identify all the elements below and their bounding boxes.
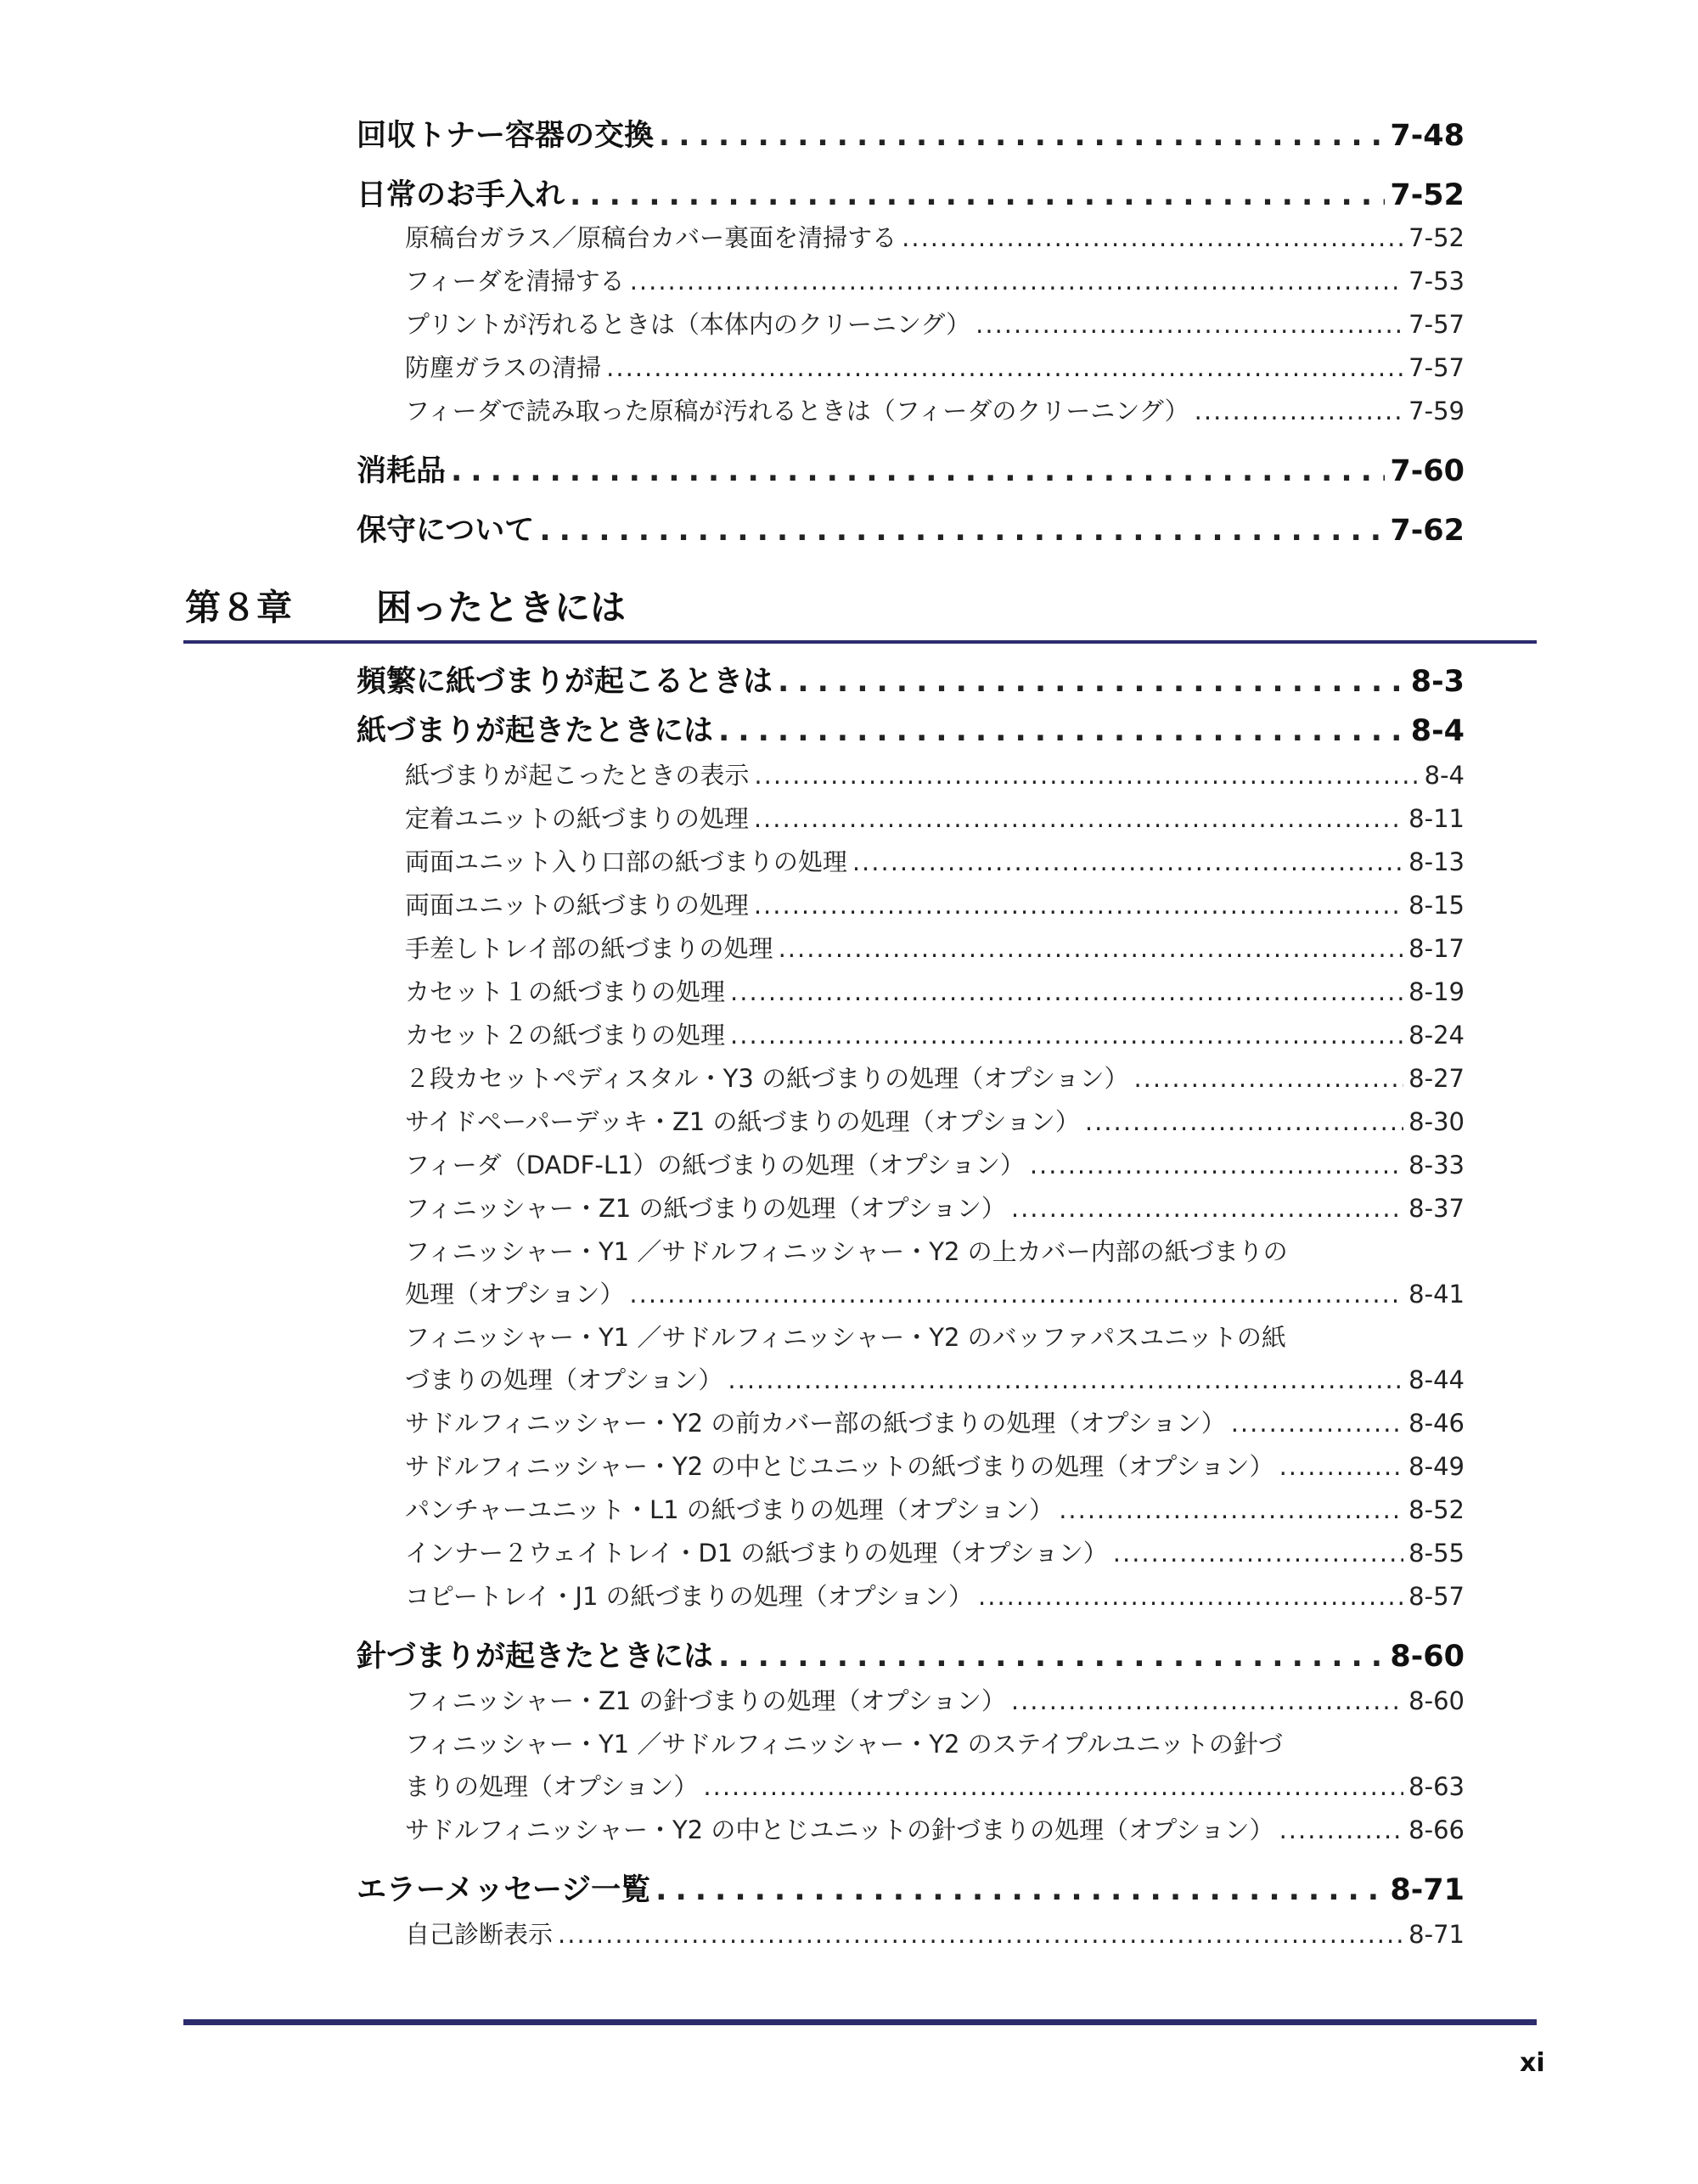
toc-subsection-entry[interactable]: [405, 349, 1465, 385]
entry-title: 原稿台ガラス／原稿台カバー裏面を清掃する: [405, 223, 897, 252]
entry-page-number: 8-49: [1408, 1452, 1465, 1481]
entry-page-number: 8-19: [1408, 977, 1465, 1006]
toc-section-entry[interactable]: [357, 707, 1465, 750]
dot-leader: [976, 310, 1403, 339]
entry-title: パンチャーユニット・L1 の紙づまりの処理（オプション）: [405, 1495, 1054, 1524]
toc-subsection-entry[interactable]: [405, 757, 1465, 792]
entry-title: 両面ユニット入り口部の紙づまりの処理: [405, 847, 847, 876]
toc-subsection-entry[interactable]: [405, 1578, 1465, 1613]
toc-section-entry[interactable]: [357, 1866, 1465, 1909]
entry-page-number: 8-13: [1408, 847, 1465, 876]
dot-leader: [629, 1280, 1403, 1309]
toc-section-entry[interactable]: [357, 658, 1465, 701]
entry-page-number: 8-60: [1390, 1640, 1465, 1674]
dot-leader: [1113, 1539, 1403, 1568]
entry-page-number: 8-71: [1408, 1920, 1465, 1949]
entry-page-number: 8-57: [1408, 1582, 1465, 1611]
dot-leader: [630, 267, 1403, 296]
entry-page-number: 7-59: [1408, 397, 1465, 425]
footer-divider: [183, 2019, 1537, 2025]
entry-page-number: 8-71: [1390, 1873, 1465, 1907]
toc-subsection-entry[interactable]: [405, 392, 1465, 428]
entry-title: フィニッシャー・Z1 の紙づまりの処理（オプション）: [405, 1194, 1006, 1223]
dot-leader: [558, 1920, 1403, 1949]
toc-section-entry[interactable]: [357, 447, 1465, 490]
page-number: xi: [1520, 2048, 1545, 2078]
dot-leader: [978, 1582, 1403, 1611]
toc-subsection-entry[interactable]: [405, 1491, 1465, 1527]
entry-page-number: 7-62: [1390, 514, 1465, 548]
dot-leader: [754, 804, 1403, 833]
dot-leader: [718, 1640, 1385, 1674]
dot-leader: [451, 454, 1385, 488]
entry-title: 手差しトレイ部の紙づまりの処理: [405, 934, 773, 963]
toc-subsection-entry[interactable]: [405, 800, 1465, 836]
entry-page-number: 8-4: [1424, 761, 1465, 790]
dot-leader: [902, 223, 1403, 252]
dot-leader: [1011, 1194, 1403, 1223]
toc-section-entry[interactable]: [357, 1633, 1465, 1675]
entry-page-number: 8-30: [1408, 1107, 1465, 1136]
toc-subsection-entry[interactable]: [405, 843, 1465, 879]
dot-leader: [728, 1365, 1403, 1394]
toc-section-entry[interactable]: [357, 507, 1465, 549]
entry-page-number: 8-44: [1408, 1365, 1465, 1394]
chapter-title: 困ったときには: [376, 587, 627, 628]
entry-page-number: 8-17: [1408, 934, 1465, 963]
entry-title: フィーダ（DADF-L1）の紙づまりの処理（オプション）: [405, 1151, 1025, 1179]
toc-subsection-entry[interactable]: [405, 1060, 1465, 1095]
entry-title-line: フィニッシャー・Y1 ／サドルフィニッシャー・Y2 のステイプルユニットの針づ: [405, 1730, 1283, 1759]
toc-subsection-entry[interactable]: [405, 1190, 1465, 1225]
dot-leader: [730, 1021, 1403, 1050]
entry-title: サイドペーパーデッキ・Z1 の紙づまりの処理（オプション）: [405, 1107, 1080, 1136]
chapter-number: 第８章: [185, 587, 293, 628]
entry-title-line: フィニッシャー・Y1 ／サドルフィニッシャー・Y2 のバッファパスユニットの紙: [405, 1323, 1286, 1352]
toc-subsection-entry[interactable]: [405, 973, 1465, 1009]
toc-subsection-entry[interactable]: [405, 306, 1465, 341]
entry-page-number: 8-4: [1410, 714, 1465, 748]
entry-title: インナー２ウェイトレイ・D1 の紙づまりの処理（オプション）: [405, 1539, 1108, 1568]
entry-title: サドルフィニッシャー・Y2 の中とじユニットの紙づまりの処理（オプション）: [405, 1452, 1274, 1481]
entry-page-number: 8-27: [1408, 1064, 1465, 1093]
dot-leader: [703, 1772, 1403, 1801]
toc-subsection-entry[interactable]: [405, 1534, 1465, 1570]
entry-page-number: 7-60: [1390, 454, 1465, 488]
dot-leader: [1231, 1409, 1403, 1438]
entry-title: エラーメッセージ一覧: [357, 1873, 651, 1907]
entry-page-number: 7-57: [1408, 310, 1465, 339]
entry-title: サドルフィニッシャー・Y2 の中とじユニットの針づまりの処理（オプション）: [405, 1815, 1274, 1844]
dot-leader: [852, 847, 1403, 876]
entry-title-line: フィニッシャー・Y1 ／サドルフィニッシャー・Y2 の上カバー内部の紙づまりの: [405, 1237, 1288, 1266]
entry-title: カセット１の紙づまりの処理: [405, 977, 726, 1006]
entry-title: ２段カセットペディスタル・Y3 の紙づまりの処理（オプション）: [405, 1064, 1129, 1093]
entry-page-number: 8-63: [1408, 1772, 1465, 1801]
entry-title: 処理（オプション）: [405, 1280, 625, 1309]
entry-title: コピートレイ・J1 の紙づまりの処理（オプション）: [405, 1582, 974, 1611]
toc-subsection-entry[interactable]: [405, 887, 1465, 922]
entry-title: フィーダを清掃する: [405, 267, 625, 296]
entry-title: まりの処理（オプション）: [405, 1772, 699, 1801]
toc-subsection-entry[interactable]: [405, 1361, 1465, 1397]
toc-subsection-entry[interactable]: [405, 1103, 1465, 1139]
entry-title: 両面ユニットの紙づまりの処理: [405, 891, 749, 920]
entry-title: 自己診断表示: [405, 1920, 554, 1949]
toc-subsection-entry[interactable]: [405, 1916, 1465, 1951]
toc-subsection-entry[interactable]: [405, 1404, 1465, 1440]
entry-title: フィーダで読み取った原稿が汚れるときは（フィーダのクリーニング）: [405, 397, 1189, 425]
toc-subsection-entry[interactable]: [405, 1275, 1465, 1311]
entry-page-number: 8-60: [1408, 1686, 1465, 1715]
toc-subsection-entry[interactable]: [405, 1682, 1465, 1718]
entry-title: 定着ユニットの紙づまりの処理: [405, 804, 749, 833]
dot-leader: [1011, 1686, 1403, 1715]
entry-page-number: 8-55: [1408, 1539, 1465, 1568]
entry-page-number: 8-46: [1408, 1409, 1465, 1438]
dot-leader: [1195, 397, 1404, 425]
entry-title: カセット２の紙づまりの処理: [405, 1021, 726, 1050]
entry-page-number: 8-37: [1408, 1194, 1465, 1223]
dot-leader: [659, 119, 1385, 153]
toc-subsection-entry[interactable]: [405, 1016, 1465, 1052]
toc-subsection-entry[interactable]: [405, 219, 1465, 255]
toc-subsection-entry[interactable]: [405, 1811, 1465, 1847]
toc-subsection-entry[interactable]: [405, 262, 1465, 298]
toc-subsection-entry[interactable]: [405, 1146, 1465, 1182]
dot-leader: [1030, 1151, 1403, 1179]
entry-page-number: 7-48: [1390, 119, 1465, 153]
dot-leader: [1059, 1495, 1403, 1524]
entry-page-number: 8-24: [1408, 1021, 1465, 1050]
entry-title: 回収トナー容器の交換: [357, 119, 655, 153]
entry-title: プリントが汚れるときは（本体内のクリーニング）: [405, 310, 971, 339]
entry-page-number: 7-52: [1390, 178, 1465, 212]
dot-leader: [1279, 1452, 1404, 1481]
entry-title: 防塵ガラスの清掃: [405, 353, 602, 382]
chapter-divider: [183, 640, 1537, 644]
entry-title: 針づまりが起きたときには: [357, 1640, 714, 1674]
entry-page-number: 7-57: [1408, 353, 1465, 382]
entry-page-number: 8-41: [1408, 1280, 1465, 1309]
entry-title: 保守について: [357, 514, 535, 548]
entry-title: 紙づまりが起こったときの表示: [405, 761, 750, 790]
dot-leader: [1279, 1815, 1404, 1844]
toc-section-entry[interactable]: [357, 112, 1465, 155]
entry-title: サドルフィニッシャー・Y2 の前カバー部の紙づまりの処理（オプション）: [405, 1409, 1226, 1438]
entry-title: 日常のお手入れ: [357, 178, 565, 212]
entry-page-number: 8-33: [1408, 1151, 1465, 1179]
dot-leader: [754, 761, 1419, 790]
dot-leader: [1085, 1107, 1403, 1136]
toc-subsection-entry[interactable]: [405, 1768, 1465, 1804]
entry-page-number: 8-52: [1408, 1495, 1465, 1524]
dot-leader: [718, 714, 1406, 748]
toc-section-entry[interactable]: [357, 172, 1465, 214]
toc-subsection-entry[interactable]: [405, 930, 1465, 965]
entry-page-number: 8-15: [1408, 891, 1465, 920]
entry-title: 紙づまりが起きたときには: [357, 714, 714, 748]
entry-title: 頻繁に紙づまりが起こるときは: [357, 665, 773, 699]
entry-page-number: 8-66: [1408, 1815, 1465, 1844]
entry-page-number: 7-53: [1408, 267, 1465, 296]
entry-title: フィニッシャー・Z1 の針づまりの処理（オプション）: [405, 1686, 1006, 1715]
entry-page-number: 8-3: [1410, 665, 1465, 699]
entry-page-number: 8-11: [1408, 804, 1465, 833]
toc-subsection-entry[interactable]: [405, 1448, 1465, 1483]
dot-leader: [606, 353, 1403, 382]
entry-title: 消耗品: [357, 454, 447, 488]
dot-leader: [570, 178, 1385, 212]
entry-title: づまりの処理（オプション）: [405, 1365, 723, 1394]
entry-page-number: 7-52: [1408, 223, 1465, 252]
dot-leader: [779, 934, 1404, 963]
dot-leader: [539, 514, 1385, 548]
dot-leader: [655, 1873, 1385, 1907]
dot-leader: [754, 891, 1403, 920]
dot-leader: [778, 665, 1406, 699]
dot-leader: [1133, 1064, 1403, 1093]
dot-leader: [730, 977, 1403, 1006]
